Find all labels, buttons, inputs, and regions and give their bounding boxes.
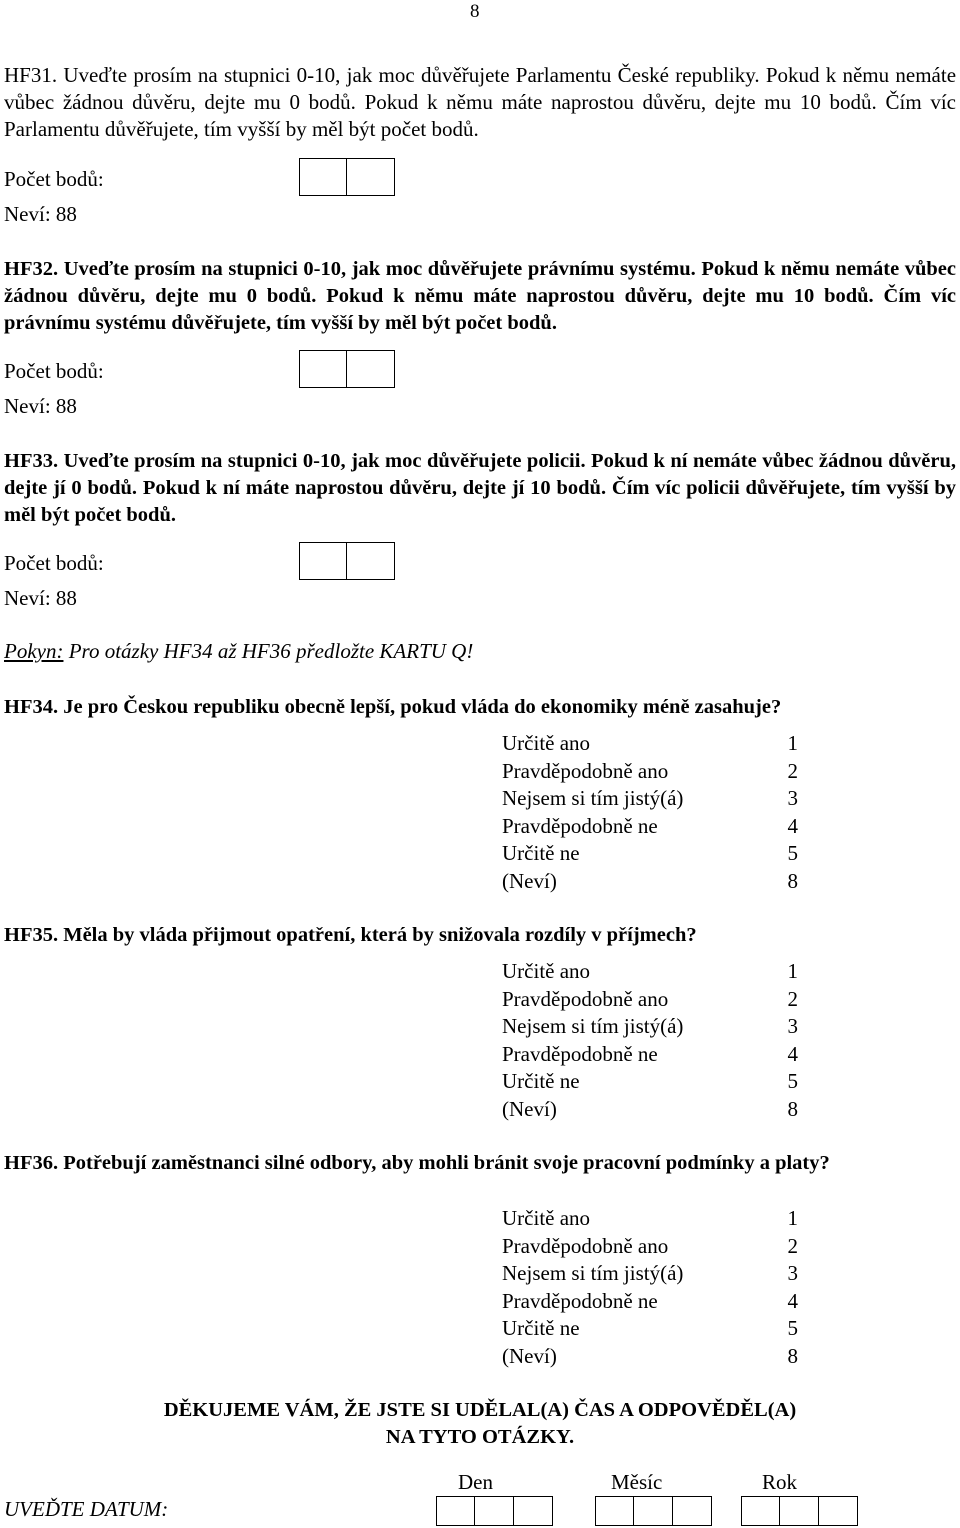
question-text: Uveďte prosím na stupnici 0-10, jak moc důvěřujete právnímu systému. Pokud k němu nemáte vůbec žádnou důvěru, dejte mu 0 bodů. Pokud k němu máte naprostou důvěru, dejte mu 10 bodů. Čím víc právnímu systému důvěřujete, tím vyšší by měl být počet bodů. (4, 258, 957, 334)
instruction (4, 638, 473, 665)
score-label: Počet bodů: (4, 551, 104, 575)
answer-option[interactable]: Určitě ne 5 (502, 1316, 798, 1340)
answer-option[interactable]: (Neví) 8 (502, 1343, 798, 1368)
question-id: HF31. (4, 63, 58, 87)
answer-option[interactable]: Pravděpodobně ne 4 (502, 1041, 798, 1066)
options-hf36 (502, 1205, 798, 1370)
question-text: Potřebují zaměstnanci silné odbory, aby mohli bránit svoje pracovní podmínky a platy? (63, 1152, 830, 1174)
options-hf35 (502, 958, 798, 1123)
score-input-hf33[interactable] (299, 542, 395, 580)
digit-box[interactable] (741, 1496, 780, 1526)
digit-box[interactable] (347, 350, 395, 388)
date-month-label: Měsíc (611, 1470, 663, 1494)
score-label: Počet bodů: (4, 359, 104, 383)
dont-know-label: Neví: 88 (4, 586, 77, 610)
answer-option[interactable]: (Neví) 8 (502, 868, 798, 893)
score-input-hf31[interactable] (299, 158, 395, 196)
answer-option[interactable]: Nejsem si tím jistý(á) 3 (502, 1014, 798, 1038)
question-id: HF35. (4, 924, 59, 946)
digit-box[interactable] (780, 1496, 819, 1526)
question-id: HF34. (4, 696, 59, 718)
digit-box[interactable] (299, 158, 347, 196)
answer-option[interactable]: Pravděpodobně ne 4 (502, 813, 798, 838)
answer-option[interactable]: Určitě ano 1 (502, 959, 798, 983)
question-text: Uveďte prosím na stupnici 0-10, jak moc důvěřujete Parlamentu České republiky. Pokud k němu nemáte vůbec žádnou důvěru, dejte mu 0 bodů. Pokud k němu máte naprostou důvěru, dejte mu 10 bodů. Čím víc Parlamentu důvěřujete, tím vyšší by měl být počet bodů. (4, 63, 957, 141)
instruction-text: Pro otázky HF34 až HF36 předložte KARTU Q! (63, 639, 474, 663)
answer-option[interactable]: Určitě ano 1 (502, 1206, 798, 1230)
date-day-label: Den (458, 1470, 493, 1494)
score-label: Počet bodů: (4, 167, 104, 191)
question-text: Uveďte prosím na stupnici 0-10, jak moc důvěřujete policii. Pokud k ní nemáte vůbec žádnou důvěru, dejte jí 0 bodů. Pokud k ní máte naprostou důvěru, dejte jí 10 bodů. Čím víc policii důvěřujete, tím vyšší by měl být počet bodů. (4, 450, 956, 526)
date-year-label: Rok (762, 1470, 798, 1494)
digit-box[interactable] (347, 158, 395, 196)
date-month-input[interactable] (595, 1496, 712, 1526)
answer-option[interactable]: Nejsem si tím jistý(á) 3 (502, 1261, 798, 1285)
digit-box[interactable] (514, 1496, 553, 1526)
answer-option[interactable]: Určitě ne 5 (502, 841, 798, 865)
question-hf35 (4, 922, 956, 949)
question-id: HF33. (4, 450, 59, 472)
answer-option[interactable]: (Neví) 8 (502, 1096, 798, 1121)
answer-option[interactable]: Určitě ne 5 (502, 1069, 798, 1093)
score-input-hf32[interactable] (299, 350, 395, 388)
instruction-prefix: Pokyn: (4, 639, 64, 663)
options-hf34 (502, 730, 798, 895)
thanks-line-2: NA TYTO OTÁZKY. (385, 1426, 575, 1448)
date-year-input[interactable] (741, 1496, 858, 1526)
answer-option[interactable]: Nejsem si tím jistý(á) 3 (502, 786, 798, 810)
thanks-line-1: DĚKUJEME VÁM, ŽE JSTE SI UDĚLAL(A) ČAS A ODPOVĚDĚL(A) (163, 1399, 797, 1421)
digit-box[interactable] (634, 1496, 673, 1526)
digit-box[interactable] (595, 1496, 634, 1526)
question-hf33 (4, 448, 956, 529)
digit-box[interactable] (673, 1496, 712, 1526)
question-text: Měla by vláda přijmout opatření, která by snižovala rozdíly v příjmech? (63, 924, 697, 946)
answer-option[interactable]: Pravděpodobně ano 2 (502, 1233, 798, 1258)
question-id: HF36. (4, 1152, 59, 1174)
answer-option[interactable]: Pravděpodobně ne 4 (502, 1288, 798, 1313)
question-id: HF32. (4, 258, 59, 280)
digit-box[interactable] (347, 542, 395, 580)
answer-option[interactable]: Pravděpodobně ano 2 (502, 986, 798, 1011)
question-hf34 (4, 694, 956, 721)
page-number: 8 (470, 1, 480, 22)
answer-option[interactable]: Určitě ano 1 (502, 731, 798, 755)
question-hf36 (4, 1150, 956, 1177)
date-day-input[interactable] (436, 1496, 553, 1526)
digit-box[interactable] (436, 1496, 475, 1526)
dont-know-label: Neví: 88 (4, 202, 77, 226)
question-text: Je pro Českou republiku obecně lepší, pokud vláda do ekonomiky méně zasahuje? (63, 696, 782, 718)
date-label: UVEĎTE DATUM: (4, 1497, 169, 1521)
question-hf31 (4, 62, 956, 143)
answer-option[interactable]: Pravděpodobně ano 2 (502, 758, 798, 783)
digit-box[interactable] (819, 1496, 858, 1526)
digit-box[interactable] (299, 542, 347, 580)
digit-box[interactable] (475, 1496, 514, 1526)
question-hf32 (4, 256, 956, 337)
digit-box[interactable] (299, 350, 347, 388)
dont-know-label: Neví: 88 (4, 394, 77, 418)
